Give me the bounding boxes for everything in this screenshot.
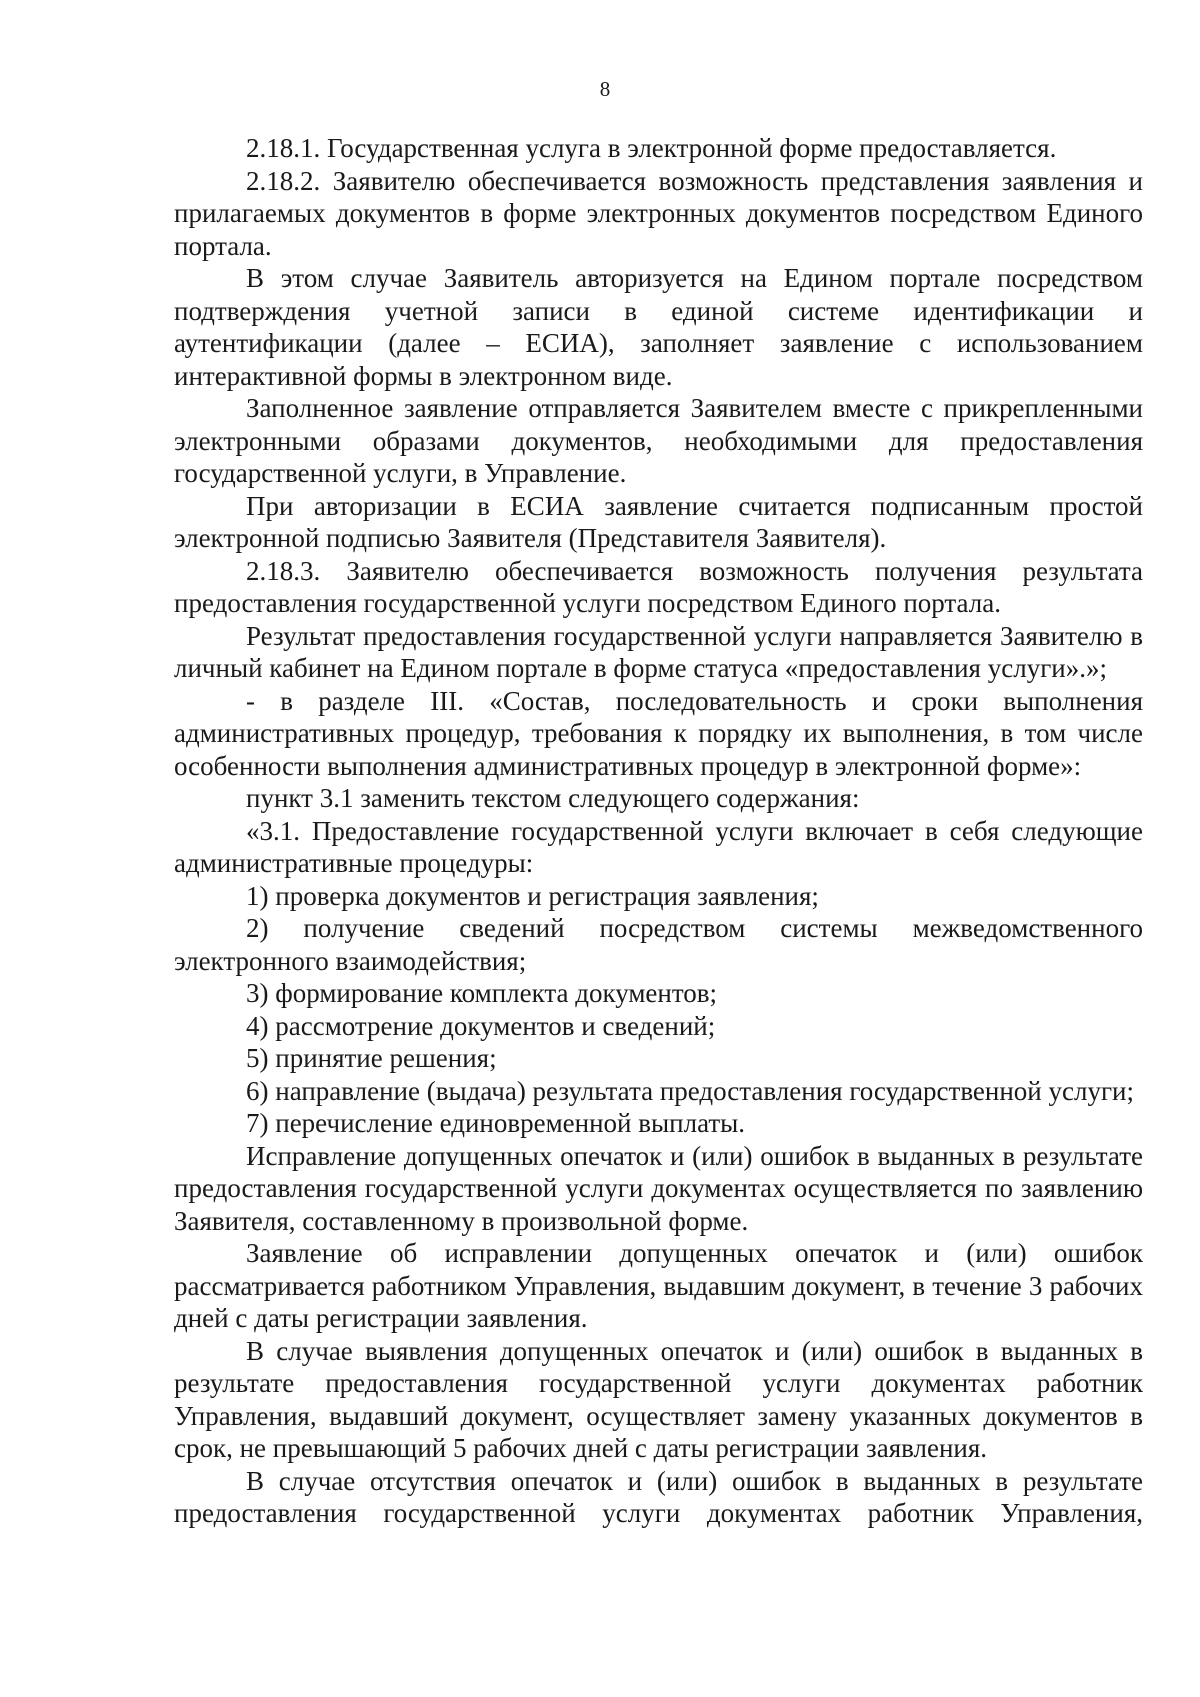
paragraph-simple-signature: При авторизации в ЕСИА заявление считается подписанным простой электронной подписью Заявителя (Представителя Заявителя). [174,490,1143,553]
paragraph-2-18-1: 2.18.1. Государственная услуга в электронной форме предоставляется. [246,133,1057,163]
paragraph-2-18-2: 2.18.2. Заявителю обеспечивается возможность представления заявления и прилагаемых документов в форме электронных документов посредством Единого портала. [174,165,1143,261]
list-item-4: 4) рассмотрение документов и сведений; [246,1010,716,1041]
page-number: 8 [599,77,611,101]
paragraph-no-errors: В случае отсутствия опечаток и (или) ошибок в выданных в результате предоставления государственной услуги документах работник Управления, [174,1465,1143,1528]
paragraph-errors-found: В случае выявления допущенных опечаток и (или) ошибок в выданных в результате предоставления государственной услуги документах работник Управления, выдавший документ, осуществляет замену указанных документов в срок, не превышающий 5 рабочих дней с даты регистрации заявления. [174,1335,1143,1463]
list-item-2: 2) получение сведений посредством системы межведомственного электронного взаимодействия; [174,913,1143,976]
paragraph-error-correction: Исправление допущенных опечаток и (или) ошибок в выданных в результате предоставления государственной услуги документах осуществляется по заявлению Заявителя, составленному в произвольной форме. [174,1140,1143,1236]
paragraph-replace-3-1: пункт 3.1 заменить текстом следующего содержания: [246,783,860,813]
paragraph-correction-review: Заявление об исправлении допущенных опечаток и (или) ошибок рассматривается работником Управления, выдавшим документ, в течение 3 рабочих дней с даты регистрации заявления. [174,1238,1143,1333]
list-item-5: 5) принятие решения; [246,1043,497,1073]
paragraph-3-1: «3.1. Предоставление государственной услуги включает в себя следующие административные процедуры: [174,815,1143,878]
paragraph-application-sent: Заполненное заявление отправляется Заявителем вместе с прикрепленными электронными образами документов, необходимыми для предоставления государственной услуги, в Управление. [174,393,1143,488]
paragraph-esia-authorization: В этом случае Заявитель авторизуется на Едином портале посредством подтверждения учетной записи в единой системе идентификации и аутентификации (далее – ЕСИА), заполняет заявление с использованием интерактивной формы в электронном виде. [174,263,1143,391]
list-item-6: 6) направление (выдача) результата предоставления государственной услуги; [246,1075,1134,1106]
paragraph-section-iii: - в разделе III. «Состав, последовательность и сроки выполнения административных процедур, требования к порядку их выполнения, в том числе особенности выполнения административных процедур в электронной форме»: [174,685,1143,781]
document-body [174,132,1143,1530]
list-item-3: 3) формирование комплекта документов; [246,978,718,1008]
paragraph-result-status: Результат предоставления государственной услуги направляется Заявителю в личный кабинет на Едином портале в форме статуса «предоставления услуги».»; [174,620,1143,683]
list-item-1: 1) проверка документов и регистрация заявления; [246,880,819,911]
list-item-7: 7) перечисление единовременной выплаты. [246,1108,746,1138]
paragraph-2-18-3: 2.18.3. Заявителю обеспечивается возможность получения результата предоставления государственной услуги посредством Единого портала. [174,555,1143,618]
